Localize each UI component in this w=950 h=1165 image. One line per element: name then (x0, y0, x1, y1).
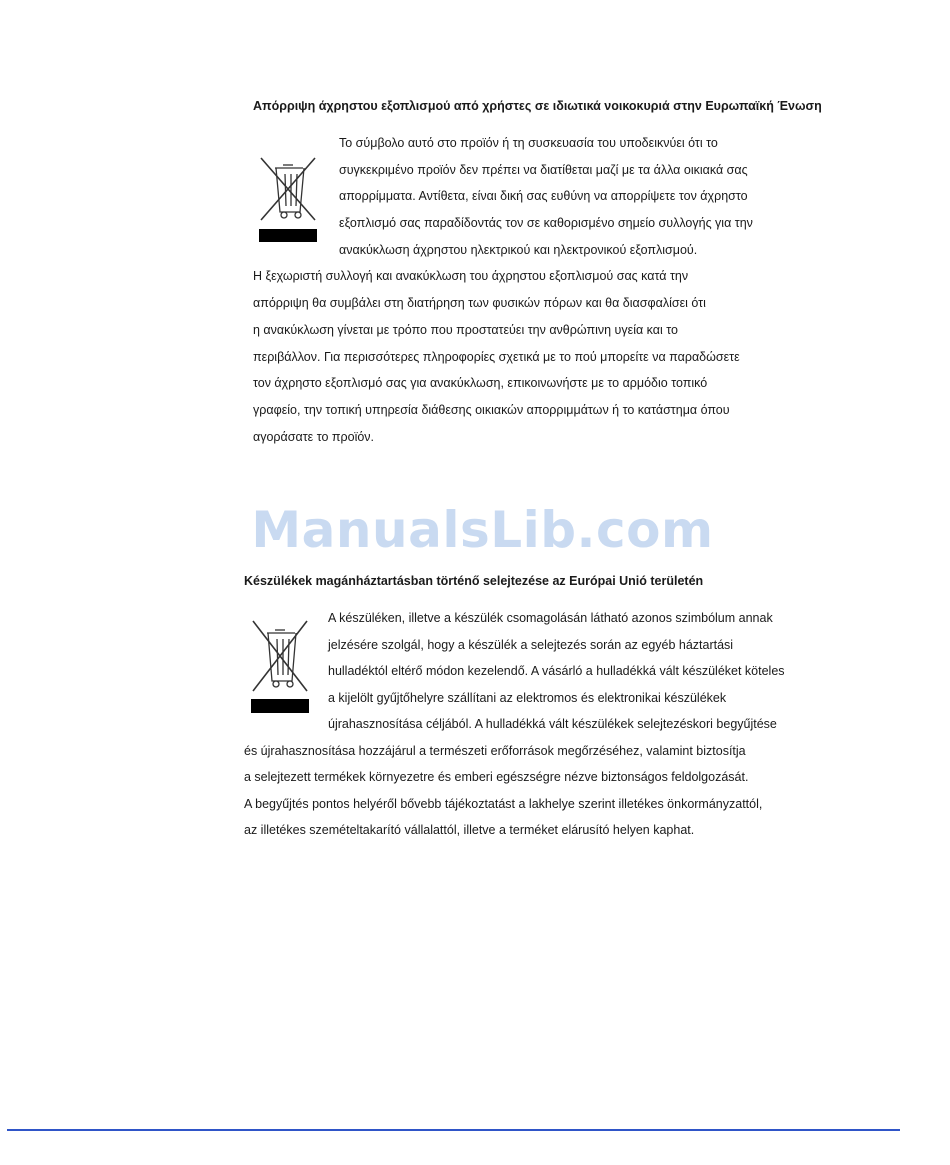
greek-line: ανακύκλωση άχρηστου ηλεκτρικού και ηλεκτρονικού εξοπλισμού. (339, 242, 698, 257)
greek-disposal-section (253, 98, 893, 450)
greek-line: απορρίμματα. Αντίθετα, είναι δική σας ευθύνη να απορρίψετε τον άχρηστο (339, 189, 748, 204)
hungarian-line: az illetékes szemételtakarító vállalattól, illetve a terméket elárusító helyen kaphat. (244, 823, 695, 837)
crossed-out-wheelie-bin-icon (249, 611, 311, 717)
hungarian-disposal-section (244, 573, 904, 844)
hungarian-weee-symbol (249, 611, 311, 722)
hungarian-line: hulladéktól eltérő módon kezelendő. A vásárló a hulladékká vált készüléket köteles (328, 664, 785, 678)
greek-line: η ανακύκλωση γίνεται με τρόπο που προστατεύει την ανθρώπινη υγεία και το (253, 322, 678, 337)
hungarian-line: a kijelölt gyűjtőhelyre szállítani az elektromos és elektronikai készülékek (328, 690, 727, 705)
hungarian-line: és újrahasznosítása hozzájárul a természeti erőforrások megőrzéséhez, valamint biztosítja (244, 743, 746, 758)
hungarian-line: jelzésére szolgál, hogy a készülék a selejtezés során az egyéb háztartási (328, 637, 734, 652)
greek-line: περιβάλλον. Για περισσότερες πληροφορίες σχετικά με το πού μπορείτε να παραδώσετε (253, 349, 740, 364)
greek-section-title: Απόρριψη άχρηστου εξοπλισμού από χρήστες σε ιδιωτικά νοικοκυριά στην Ευρωπαϊκή Ένωση (253, 99, 822, 113)
footer-divider (7, 1129, 900, 1131)
crossed-out-wheelie-bin-icon (257, 156, 319, 242)
greek-line: τον άχρηστο εξοπλισμό σας για ανακύκλωση, επικοινωνήστε με το αρμόδιο τοπικό (253, 376, 708, 391)
hungarian-line: a selejtezett termékek környezetre és emberi egészségre nézve biztonságos feldolgozását. (244, 770, 749, 784)
hungarian-line: A begyűjtés pontos helyéről bővebb tájékoztatást a lakhelye szerint illetékes önkormányzattól, (244, 796, 763, 811)
greek-line: Το σύμβολο αυτό στο προϊόν ή τη συσκευασία του υποδεικνύει ότι το (339, 136, 718, 150)
greek-line: αγοράσατε το προϊόν. (253, 429, 375, 444)
greek-line: εξοπλισμό σας παραδίδοντάς τον σε καθορισμένο σημείο συλλογής για την (339, 216, 753, 231)
greek-line: Η ξεχωριστή συλλογή και ανακύκλωση του άχρηστου εξοπλισμού σας κατά την (253, 269, 689, 284)
hungarian-line: A készüléken, illetve a készülék csomagolásán látható azonos szimbólum annak (328, 611, 773, 625)
hungarian-section-title: Készülékek magánháztartásban történő selejtezése az Európai Unió területén (244, 574, 704, 588)
greek-line: συγκεκριμένο προϊόν δεν πρέπει να διατίθεται μαζί με τα άλλα οικιακά σας (339, 162, 748, 177)
hungarian-line: újrahasznosítása céljából. A hulladékká vált készülékek selejtezéskori begyűjtése (328, 717, 777, 731)
greek-line: απόρριψη θα συμβάλει στη διατήρηση των φυσικών πόρων και θα διασφαλίσει ότι (253, 296, 706, 311)
greek-line: γραφείο, την τοπική υπηρεσία διάθεσης οικιακών απορριμμάτων ή το κατάστημα όπου (253, 402, 730, 417)
greek-weee-symbol (257, 156, 319, 247)
manualslib-watermark: ManualsLib.com (251, 501, 714, 559)
